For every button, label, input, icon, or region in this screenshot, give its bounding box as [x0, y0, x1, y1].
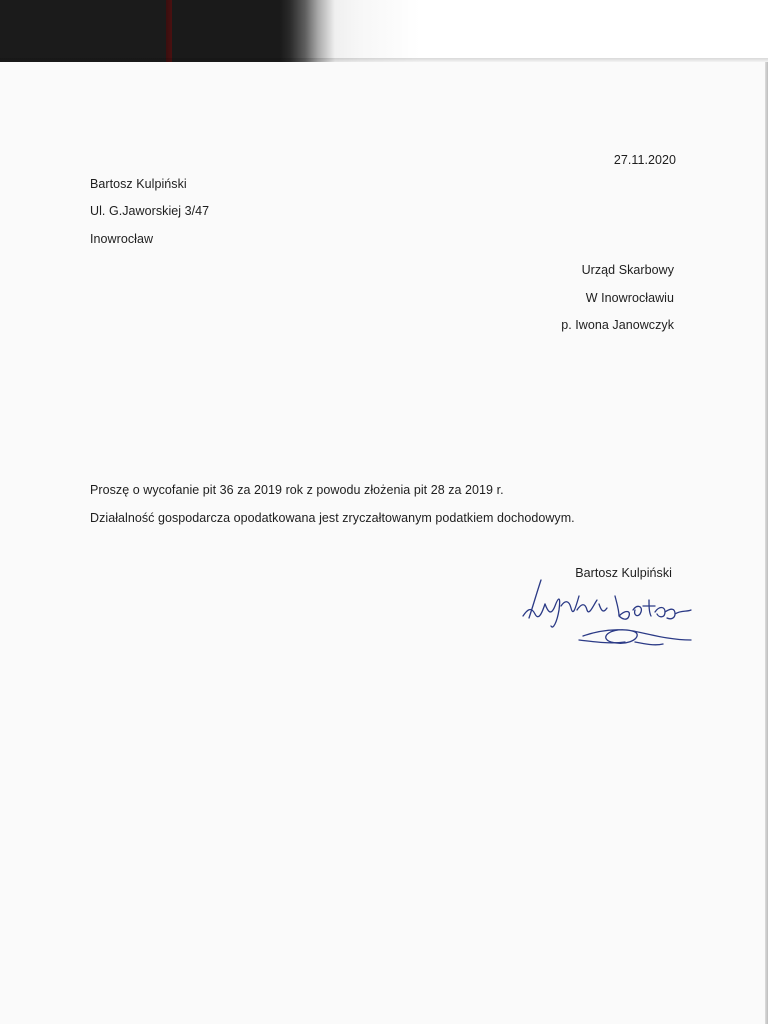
body-line-2: Działalność gospodarcza opodatkowana jest zryczałtowanym podatkiem dochodowym.	[90, 511, 575, 525]
scan-dark-border	[0, 0, 768, 62]
body-line-1: Proszę o wycofanie pit 36 za 2019 rok z powodu złożenia pit 28 za 2019 r.	[90, 483, 504, 497]
recipient-office: Urząd Skarbowy	[581, 263, 674, 277]
letter-date: 27.11.2020	[613, 153, 676, 167]
recipient-location: W Inowrocławiu	[585, 291, 674, 305]
closing-name: Bartosz Kulpiński	[575, 566, 672, 580]
sender-street: Ul. G.Jaworskiej 3/47	[90, 204, 210, 218]
sender-name: Bartosz Kulpiński	[90, 177, 187, 191]
recipient-person: p. Iwona Janowczyk	[561, 318, 674, 332]
sender-city: Inowrocław	[90, 232, 154, 246]
handwritten-signature	[515, 570, 705, 660]
